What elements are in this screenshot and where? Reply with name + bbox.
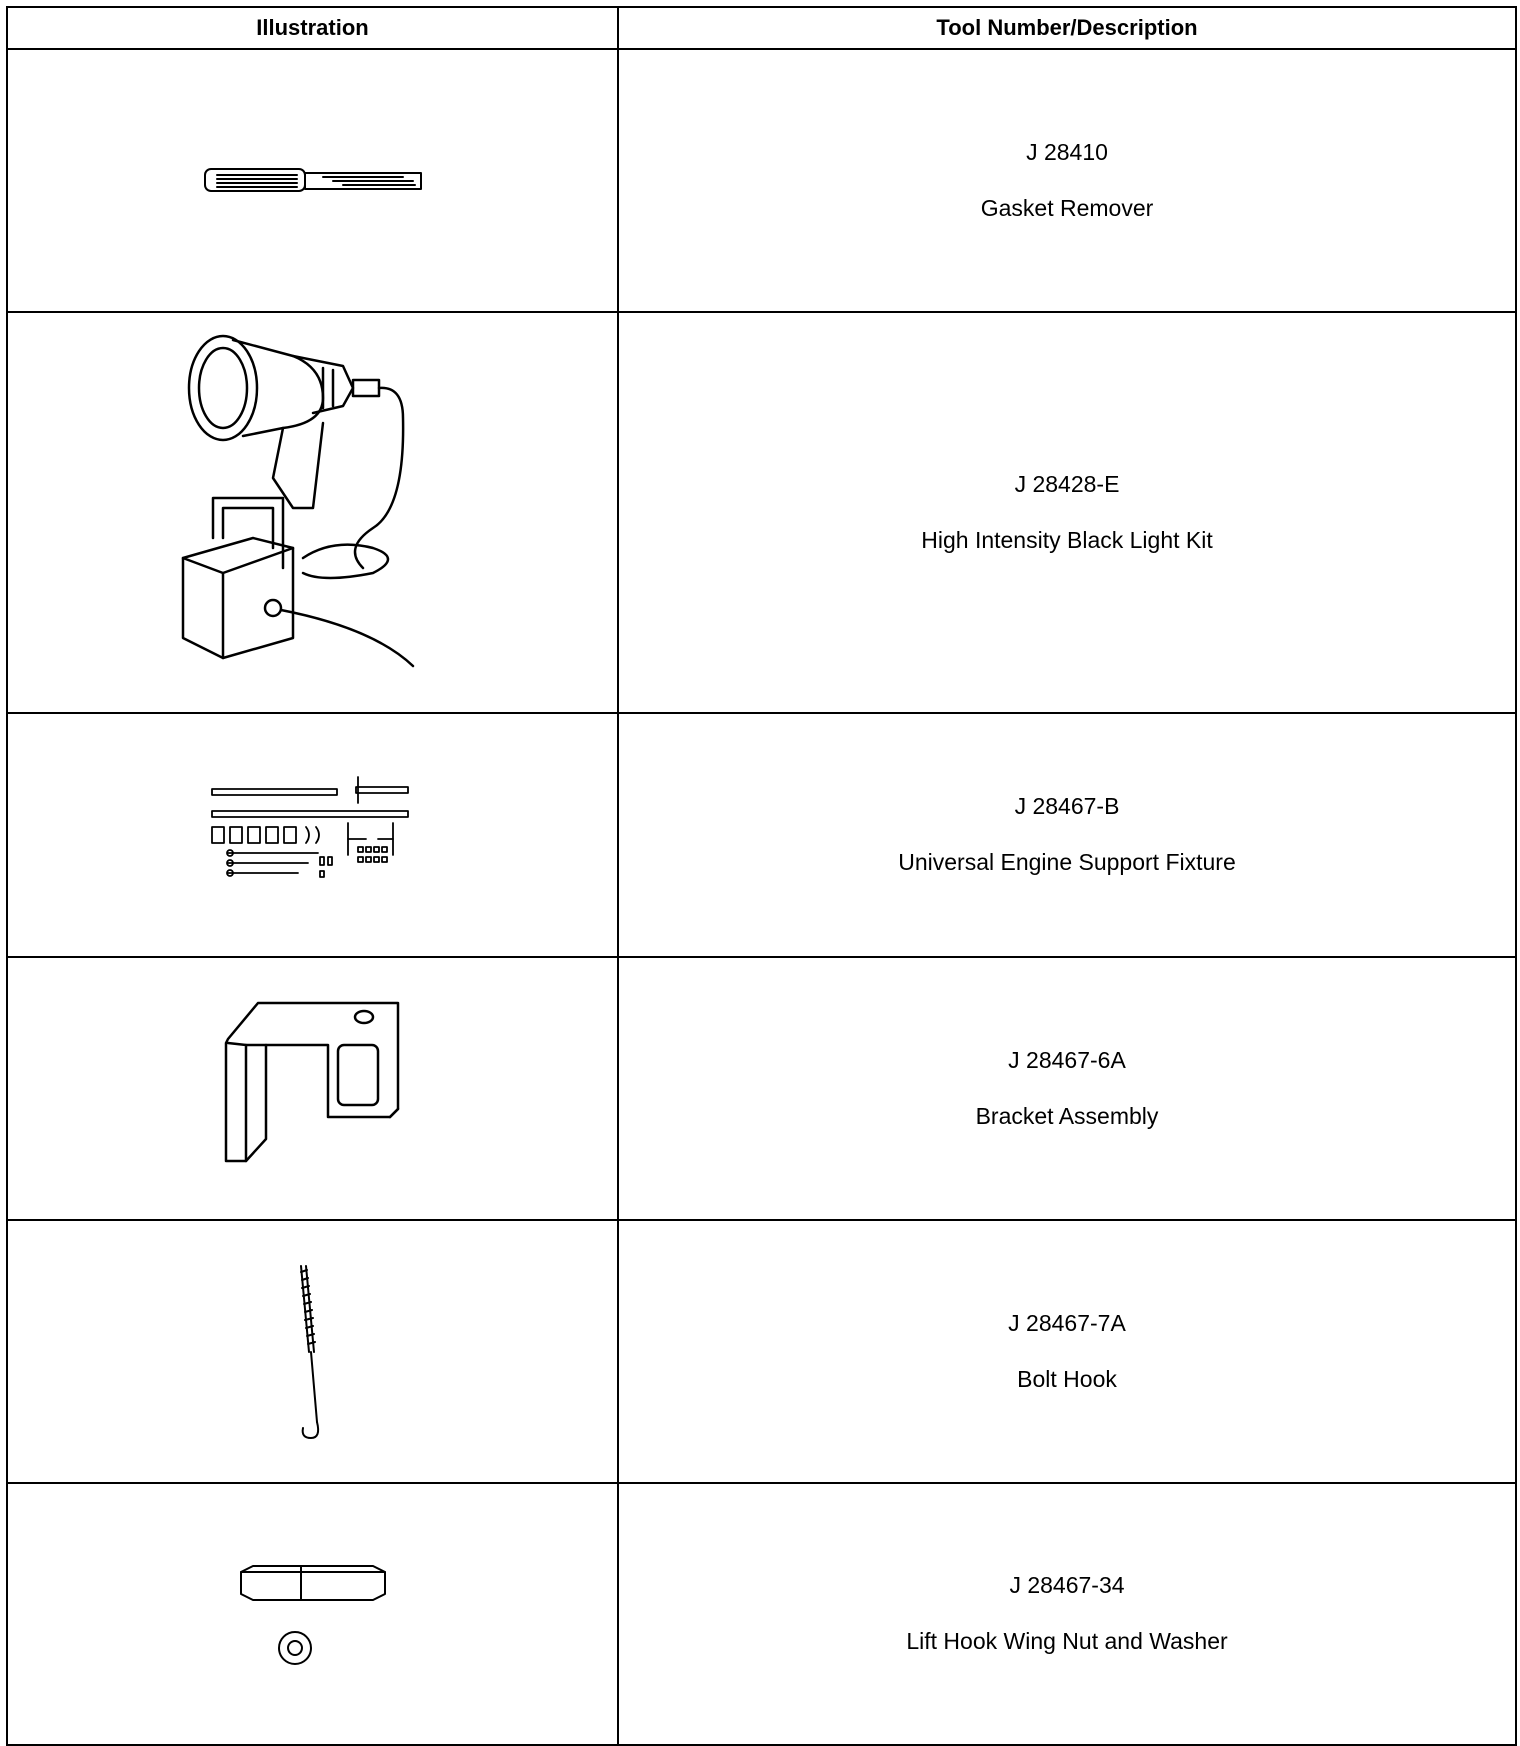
- tool-number: J 28410: [1026, 138, 1108, 165]
- description-cell: [618, 49, 1516, 312]
- table-row: [7, 957, 1516, 1220]
- illustration-cell: [7, 957, 618, 1220]
- tool-description: Bolt Hook: [1017, 1365, 1117, 1392]
- bolt-hook-icon: [283, 1262, 343, 1442]
- table-row: [7, 312, 1516, 713]
- header-tool-number-description: Tool Number/Description: [618, 7, 1516, 49]
- tool-description: Lift Hook Wing Nut and Washer: [906, 1628, 1228, 1654]
- tool-description: High Intensity Black Light Kit: [921, 526, 1213, 553]
- illustration-cell: [7, 49, 618, 312]
- bracket-assembly-icon: [218, 999, 408, 1179]
- illustration-cell: [7, 312, 618, 713]
- tool-number: J 28467-B: [1014, 793, 1120, 820]
- description-cell: [618, 312, 1516, 713]
- table-row: [7, 1220, 1516, 1483]
- description-cell: [618, 1220, 1516, 1483]
- table-row: [7, 713, 1516, 957]
- tool-description: Universal Engine Support Fixture: [898, 849, 1236, 875]
- engine-support-fixture-icon: [208, 775, 418, 895]
- gasket-remover-icon: [193, 161, 433, 201]
- illustration-cell: [7, 1220, 618, 1483]
- tool-table: [6, 6, 1517, 1746]
- description-cell: [618, 713, 1516, 957]
- tool-number: J 28467-7A: [1008, 1309, 1126, 1336]
- table-row: [7, 1483, 1516, 1745]
- illustration-cell: [7, 713, 618, 957]
- wing-nut-washer-icon: [233, 1554, 393, 1674]
- header-illustration: Illustration: [7, 7, 618, 49]
- table-row: [7, 49, 1516, 312]
- description-cell: [618, 1483, 1516, 1745]
- tool-description: Gasket Remover: [980, 194, 1154, 221]
- description-cell: [618, 957, 1516, 1220]
- header-row: [7, 7, 1516, 49]
- tool-number: J 28467-34: [1009, 1572, 1125, 1599]
- black-light-kit-icon: [173, 328, 453, 698]
- tool-number: J 28467-6A: [1008, 1046, 1126, 1073]
- illustration-cell: [7, 1483, 618, 1745]
- tool-number: J 28428-E: [1014, 470, 1120, 497]
- tool-description: Bracket Assembly: [975, 1102, 1159, 1129]
